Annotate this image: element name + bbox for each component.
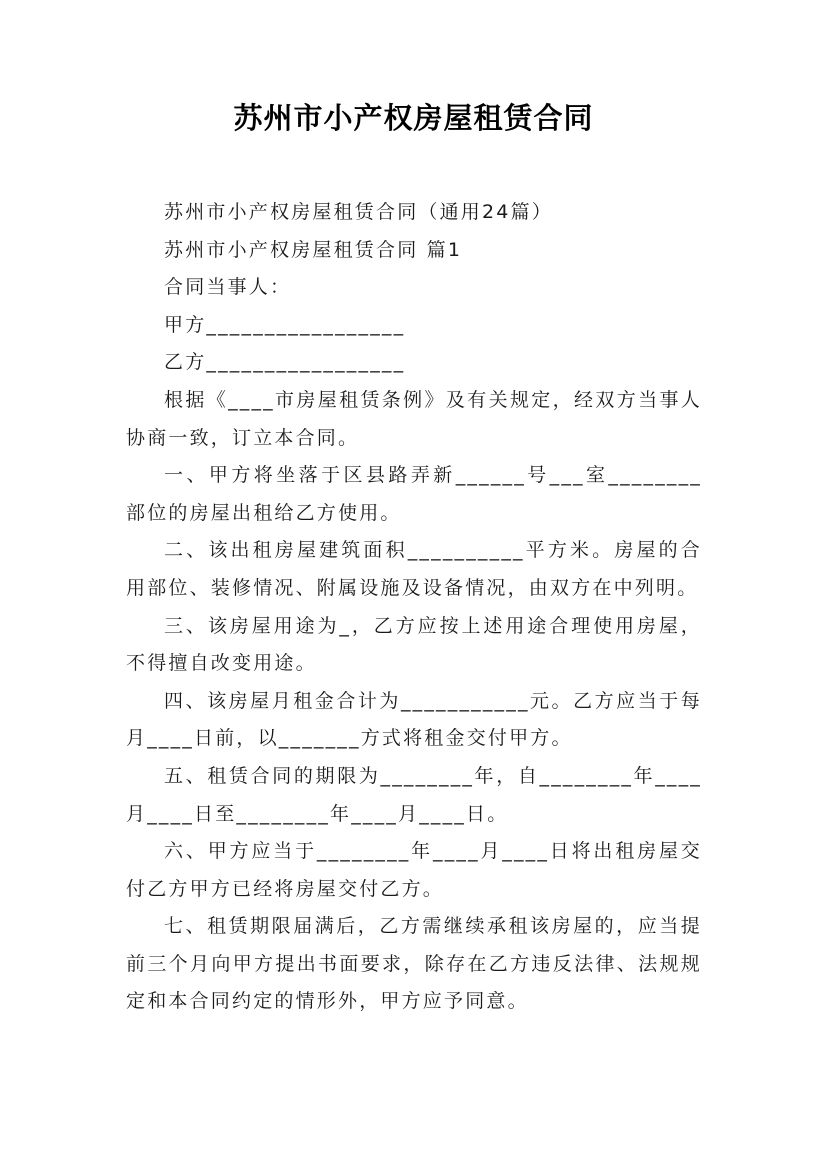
paragraph-parties-label: 合同当事人： — [164, 276, 292, 299]
document-body — [126, 194, 702, 1021]
paragraph-clause-7: 七、租赁期限届满后，乙方需继续承租该房屋的，应当提前三个月向甲方提出书面要求，除存在乙方违反法律、法规规定和本合同约定的情形外，甲方应予同意。 — [126, 915, 702, 1013]
paragraph-party-a: 甲方_________________ — [164, 313, 406, 336]
paragraph-preamble: 根据《____市房屋租赁条例》及有关规定，经双方当事人协商一致，订立本合同。 — [126, 388, 702, 449]
document-title: 苏州市小产权房屋租赁合同 — [233, 101, 594, 135]
paragraph-section-heading: 苏州市小产权房屋租赁合同 篇1 — [164, 238, 463, 261]
paragraph-clause-1: 一、甲方将坐落于区县路弄新______号___室________部位的房屋出租给乙方使用。 — [126, 464, 702, 524]
paragraph-party-b: 乙方_________________ — [164, 351, 406, 374]
paragraph-subtitle: 苏州市小产权房屋租赁合同（通用24篇） — [164, 201, 553, 223]
paragraph-clause-5: 五、租赁合同的期限为________年，自________年____月____日至________年____月____日。 — [126, 764, 702, 825]
paragraph-clause-2: 二、该出租房屋建筑面积__________平方米。房屋的合用部位、装修情况、附属设施及设备情况，由双方在中列明。 — [126, 539, 702, 599]
paragraph-clause-4: 四、该房屋月租金合计为___________元。乙方应当于每月____日前，以_______方式将租金交付甲方。 — [126, 689, 702, 750]
paragraph-clause-3: 三、该房屋用途为_，乙方应按上述用途合理使用房屋，不得擅自改变用途。 — [126, 614, 702, 675]
paragraph-clause-6: 六、甲方应当于________年____月____日将出租房屋交付乙方甲方已经将房屋交付乙方。 — [126, 840, 702, 900]
